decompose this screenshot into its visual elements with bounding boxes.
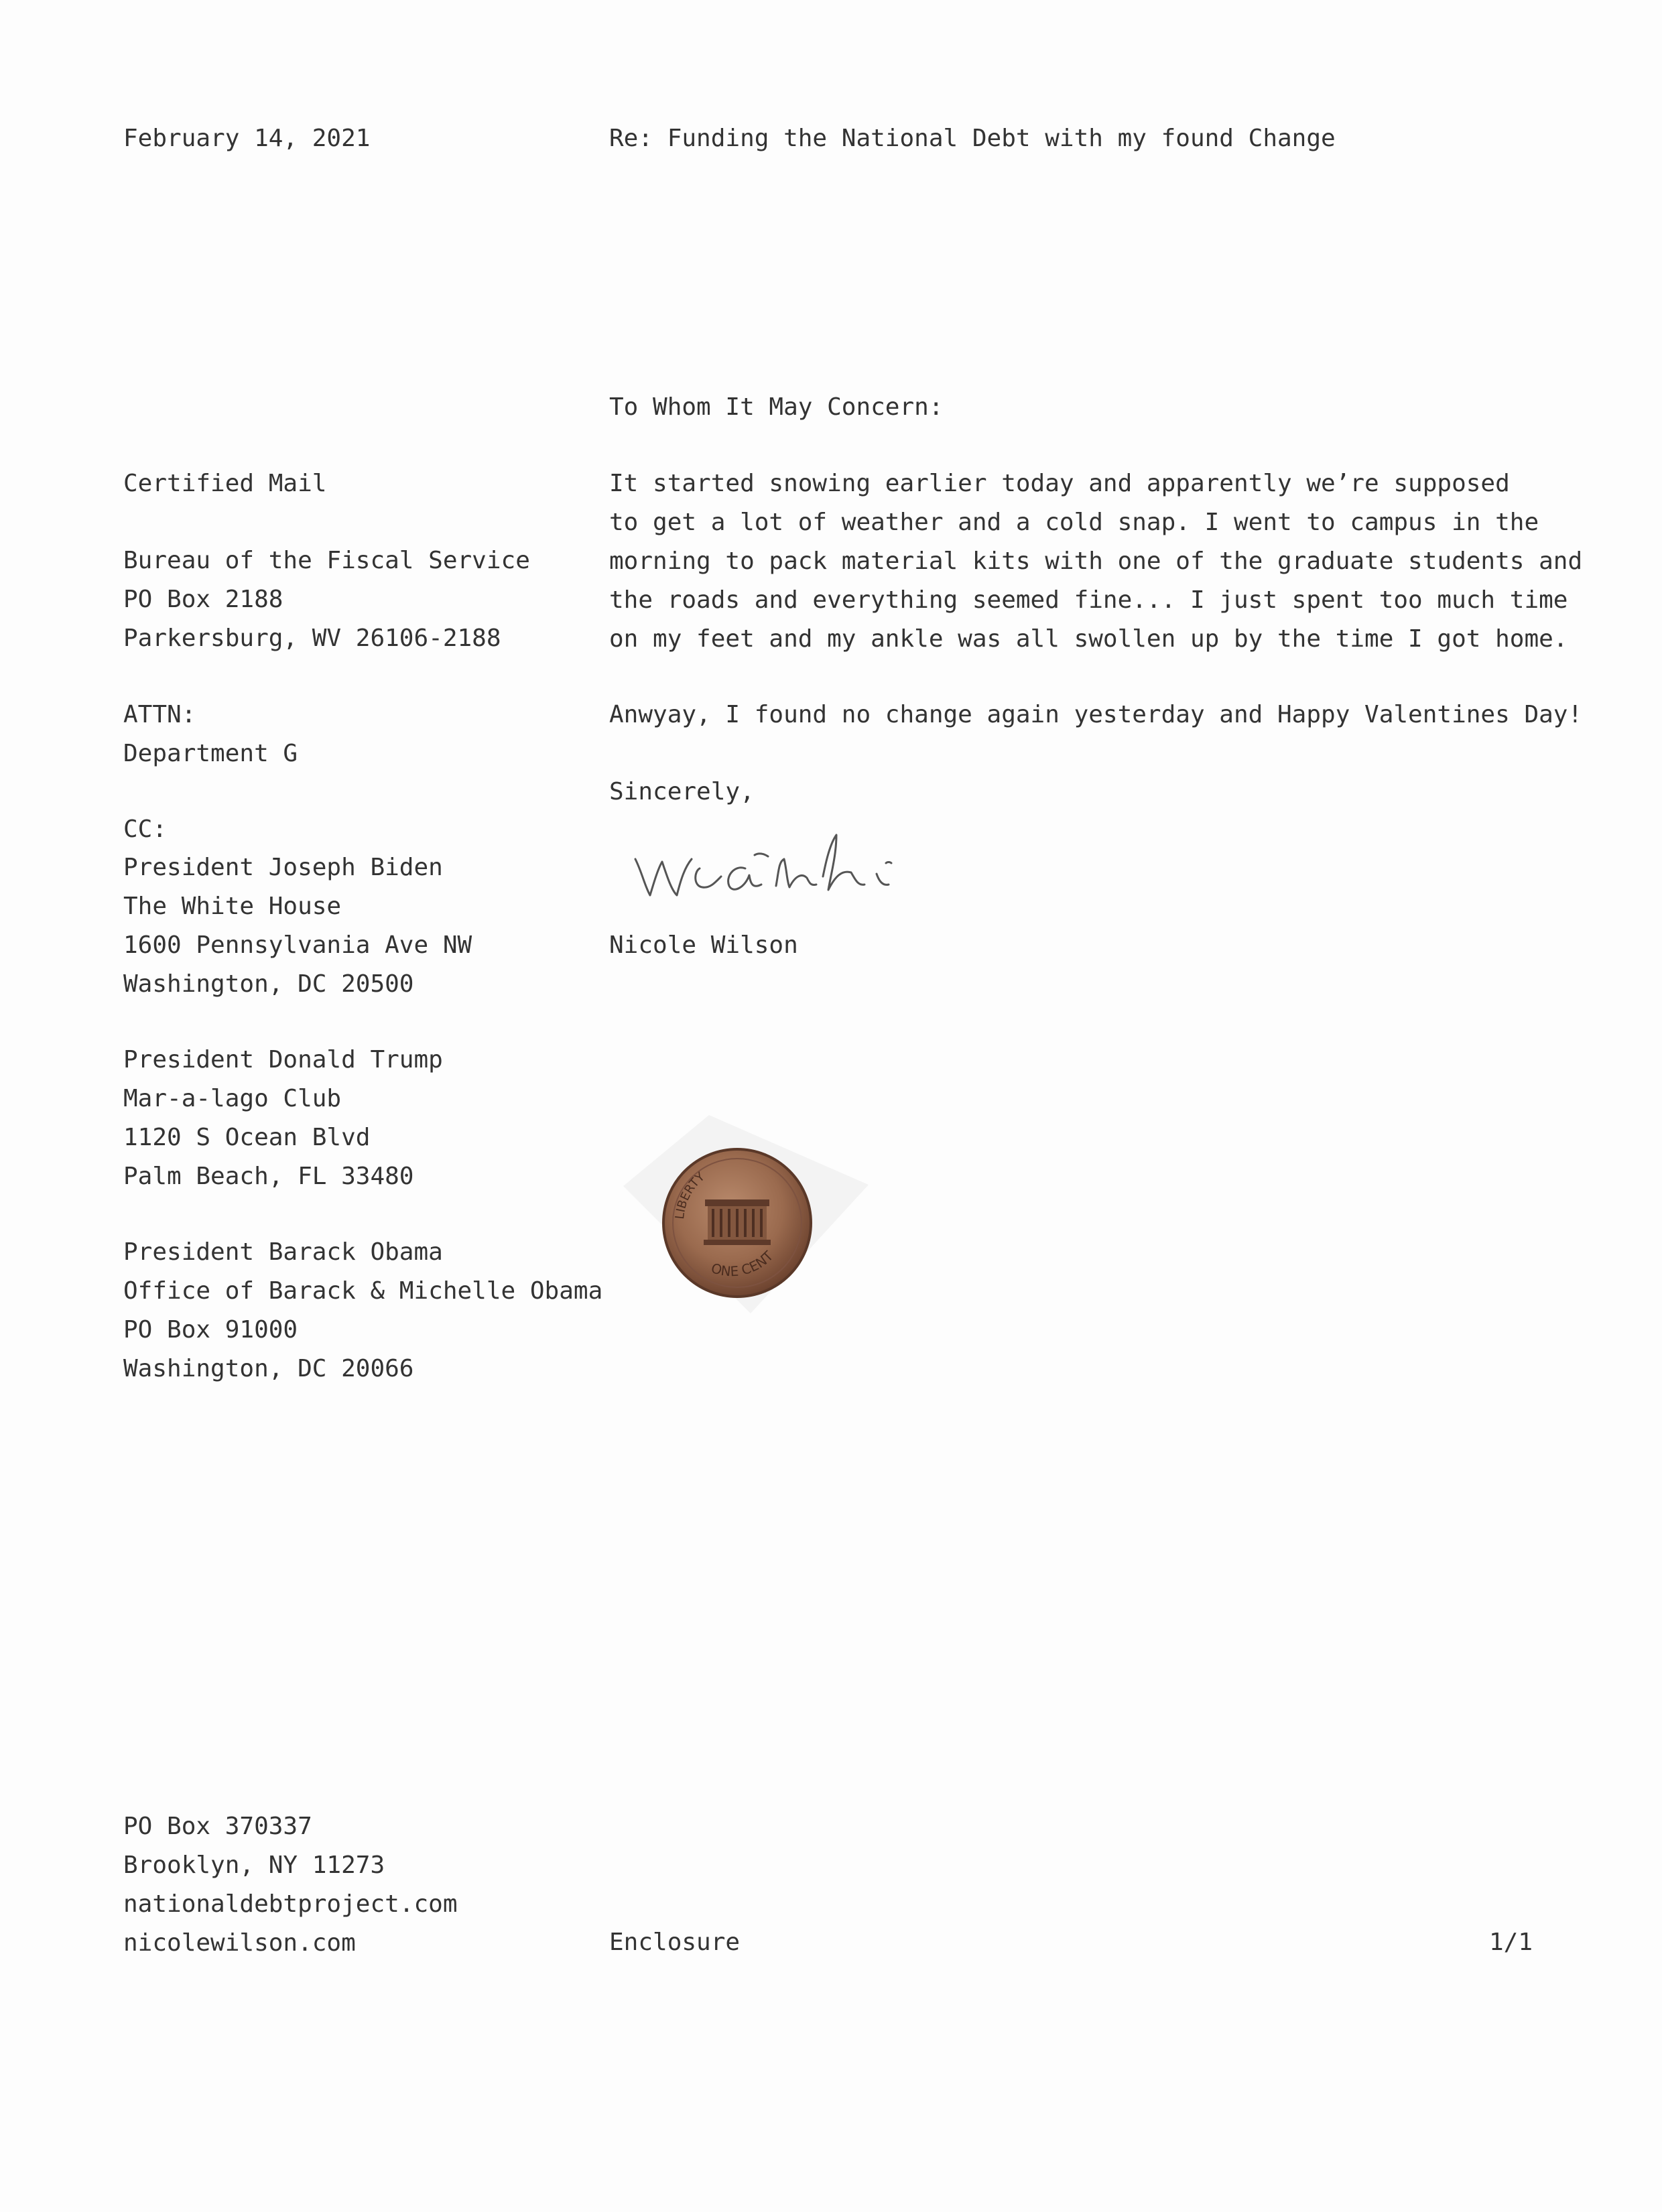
memorial-building	[704, 1199, 771, 1245]
address-line: PO Box 2188	[123, 586, 283, 613]
cc-label: CC:	[123, 816, 168, 843]
body-line: on my feet and my ankle was all swollen up by the time I got home.	[609, 625, 1568, 653]
address-line: 1120 S Ocean Blvd	[123, 1124, 371, 1151]
address-line: President Barack Obama	[123, 1238, 443, 1266]
address-line: Palm Beach, FL 33480	[123, 1163, 414, 1190]
mailing-method: Certified Mail	[123, 470, 327, 497]
body-line: morning to pack material kits with one of the graduate students and	[609, 547, 1583, 575]
address-line: President Joseph Biden	[123, 854, 443, 881]
website-link[interactable]: nicolewilson.com	[123, 1929, 356, 1957]
subject-line: Re: Funding the National Debt with my found Change	[609, 125, 1336, 152]
attn-block	[123, 696, 298, 773]
address-line: President Donald Trump	[123, 1046, 443, 1074]
attn-department: Department G	[123, 740, 298, 767]
cc-recipient-biden	[123, 848, 472, 1004]
enclosed-penny	[610, 1099, 878, 1320]
address-line: Office of Barack & Michelle Obama	[123, 1277, 603, 1305]
address-line: Brooklyn, NY 11273	[123, 1851, 385, 1879]
body-line: It started snowing earlier today and apparently we’re supposed	[609, 470, 1510, 497]
address-line: Mar-a-lago Club	[123, 1085, 342, 1112]
cc-recipient-trump	[123, 1041, 443, 1196]
website-link[interactable]: nationaldebtproject.com	[123, 1890, 458, 1918]
enclosure-note: Enclosure	[609, 1929, 741, 1956]
address-line: PO Box 370337	[123, 1813, 312, 1840]
signer-name: Nicole Wilson	[609, 931, 798, 959]
recipient-address	[123, 541, 530, 658]
body-paragraph-2: Anwyay, I found no change again yesterday and Happy Valentines Day!	[609, 701, 1583, 728]
address-line: Washington, DC 20066	[123, 1355, 414, 1382]
page-number: 1/1	[1489, 1929, 1533, 1956]
sender-address	[123, 1807, 458, 1963]
address-line: Washington, DC 20500	[123, 970, 414, 998]
address-line: Parkersburg, WV 26106-2188	[123, 625, 501, 652]
handwritten-signature	[627, 820, 949, 914]
body-line: to get a lot of weather and a cold snap. I went to campus in the	[609, 509, 1539, 536]
salutation: To Whom It May Concern:	[609, 393, 944, 421]
body-paragraph-1	[609, 464, 1582, 659]
address-line: Bureau of the Fiscal Service	[123, 547, 530, 574]
address-line: 1600 Pennsylvania Ave NW	[123, 931, 472, 959]
cc-recipient-obama	[123, 1233, 602, 1388]
letter-date: February 14, 2021	[123, 125, 371, 152]
closing: Sincerely,	[609, 778, 755, 805]
attn-label: ATTN:	[123, 701, 196, 728]
address-line: PO Box 91000	[123, 1316, 298, 1344]
coin-legend-top: LIBERTY	[672, 1169, 708, 1220]
body-line: the roads and everything seemed fine... I just spent too much time	[609, 586, 1568, 614]
address-line: The White House	[123, 893, 342, 920]
coin-legend-bottom: ONE CENT	[709, 1248, 777, 1280]
